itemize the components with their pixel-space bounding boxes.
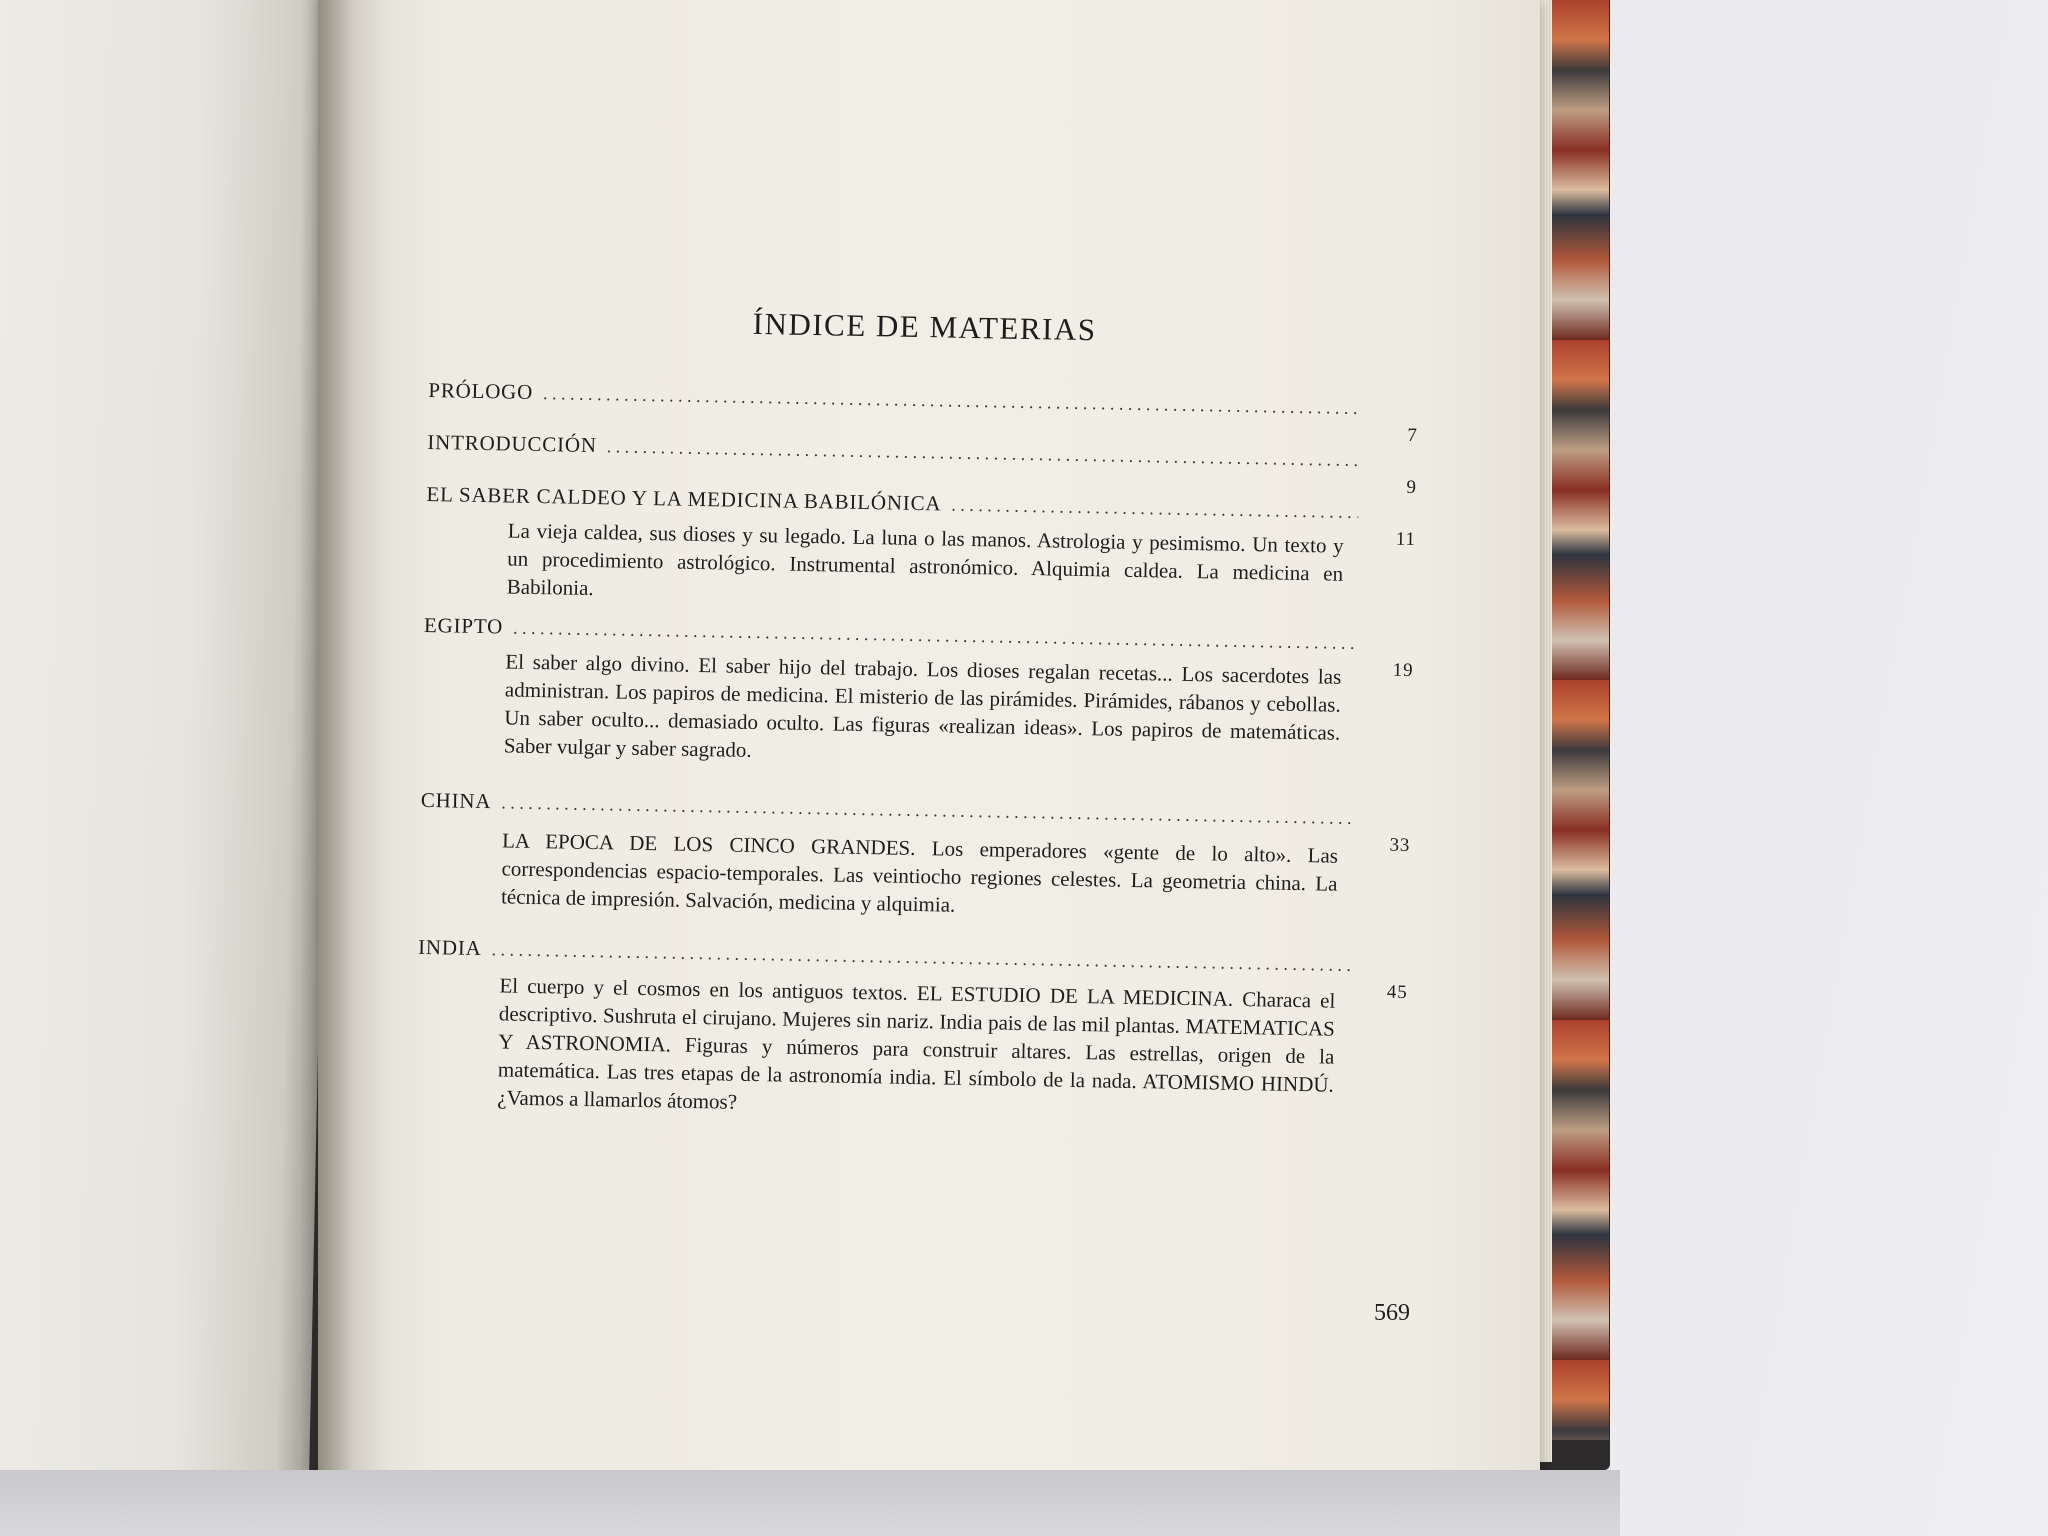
entry-description: El cuerpo y el cosmos en los antiguos textos. EL ESTUDIO DE LA MEDICINA. Characa el descriptivo. Sushruta el cirujano. Mujeres sin nariz. India pais de las mil plantas. MATEMATICAS Y ASTRONOMIA. Figuras y números para construir altares. Las estrellas, origen de la matemática. Las tres etapas de la astronomía india. El símbolo de la nada. ATOMISMO HINDÚ. ¿Vamos a llamarlos átomos?: [497, 973, 1336, 1114]
left-page: [0, 0, 340, 1500]
table-of-contents: [415, 300, 1420, 1128]
table-surface: [0, 1470, 1620, 1536]
page-title: ÍNDICE DE MATERIAS: [752, 305, 1097, 348]
entry-page-number: 11: [1395, 528, 1416, 551]
entry-label: EL SABER CALDEO Y LA MEDICINA BABILÓNICA: [426, 481, 942, 516]
dot-leader: [543, 383, 1360, 419]
entry-label: INDIA: [417, 934, 482, 961]
dot-leader: [951, 495, 1358, 523]
entry-label: EGIPTO: [423, 612, 504, 639]
entry-description: El saber algo divino. El saber hijo del trabajo. Los dioses regalan recetas... Los sacerdotes las administran. Los papiros de medicina. El misterio de las pirámides. Pirámides, rábanos y cebollas. Un saber oculto... demasiado oculto. Las figuras «realizan ideas». Los papiros de matemáticas. Saber vulgar y saber sagrado.: [503, 649, 1342, 762]
entry-page-number: 45: [1386, 981, 1408, 1004]
gutter-shadow: [318, 0, 388, 1508]
entry-page-number: 7: [1407, 424, 1418, 447]
entry-description: LA EPOCA DE LOS CINCO GRANDES. Los emperadores «gente de lo alto». Las correspondencias espacio-temporales. Las veintiocho regiones celestes. La geometria china. La técnica de impresión. Salvación, medicina y alquimia.: [500, 828, 1339, 917]
entry-label: CHINA: [420, 787, 492, 814]
entry-label: INTRODUCCIÓN: [427, 429, 598, 458]
entry-page-number: 9: [1406, 476, 1417, 499]
entry-page-number: 19: [1392, 659, 1414, 682]
toc-entry-caldeo: [425, 482, 1417, 617]
entry-page-number: 33: [1389, 834, 1411, 857]
toc-entry-china: [419, 788, 1411, 927]
toc-entry-egipto: [422, 613, 1414, 776]
page-number: 569: [1374, 1300, 1410, 1326]
entry-label: PRÓLOGO: [428, 377, 534, 404]
entry-description: La vieja caldea, sus dioses y su legado. La luna o las manos. Astrologia y pesimismo. Un texto y un procedimiento astrológico. Instrumental astronómico. Alquimia caldea. La medicina en Babilonia.: [506, 518, 1344, 601]
toc-entry-india: [415, 935, 1408, 1128]
